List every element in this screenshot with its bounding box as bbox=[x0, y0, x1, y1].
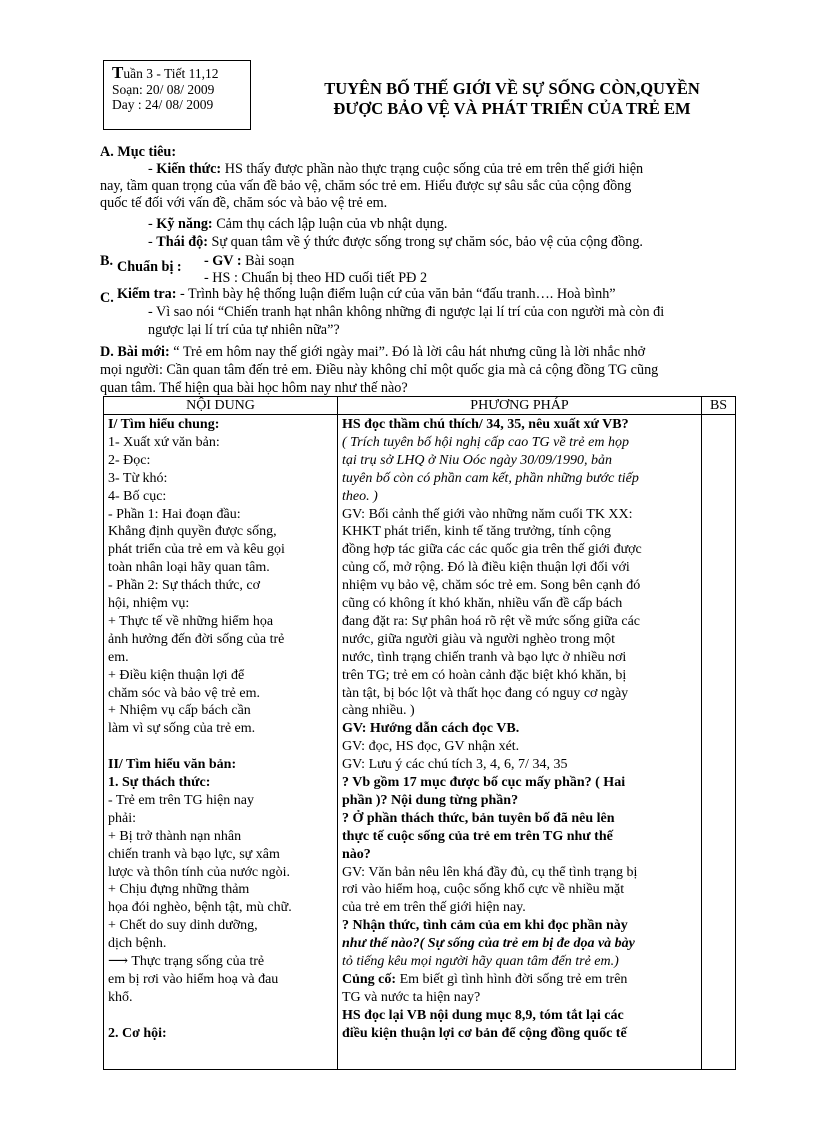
col2-line: phần )? Nội dung từng phần? bbox=[342, 792, 519, 808]
prep-gv-text: Bài soạn bbox=[241, 253, 295, 269]
col1-line: + Nhiệm vụ cấp bách cần bbox=[108, 703, 251, 719]
col1-line: phải: bbox=[108, 810, 136, 826]
col2-line: ? Ở phần thách thức, bản tuyên bố đã nêu lên bbox=[342, 810, 615, 826]
col2-line: tuyên bố còn có phần cam kết, phần những bước tiếp bbox=[342, 470, 639, 486]
col2-line: tỏ tiếng kêu mọi người hãy quan tâm đến trẻ em.) bbox=[342, 954, 619, 969]
table-header-row bbox=[104, 397, 736, 415]
check-line-3: ngược lại lí trí của tự nhiên nữa”? bbox=[148, 322, 340, 338]
col1-line: hội, nhiệm vụ: bbox=[108, 596, 190, 611]
col1-line: ⟶ Thực trạng sống của trẻ bbox=[108, 954, 265, 969]
col1-line: 1- Xuất xứ văn bản: bbox=[108, 434, 220, 450]
col2-line: GV: đọc, HS đọc, GV nhận xét. bbox=[342, 739, 520, 755]
newlesson-line-1 bbox=[100, 344, 645, 361]
col1-line: toàn nhân loại hãy quan tâm. bbox=[108, 560, 270, 576]
bs-column bbox=[702, 415, 735, 1069]
attitude-line: - Thái độ: Sự quan tâm về ý thức được sống trong sự chăm sóc, bảo vệ của cộng đồng. bbox=[148, 234, 643, 250]
col1-line: lược và thôn tính của nước ngòi. bbox=[108, 864, 290, 880]
skill-line: - Kỹ năng: Cảm thụ cách lập luận của vb nhật dụng. bbox=[148, 216, 448, 232]
col1-line: khổ. bbox=[108, 989, 133, 1005]
col2-line: củng cố, mở rộng. Đó là điều kiện thuận lợi đối với bbox=[342, 560, 630, 576]
attitude-text: Sự quan tâm về ý thức được sống trong sự chăm sóc, bảo vệ của cộng đồng. bbox=[207, 234, 643, 250]
col1-line: chiến tranh và bạo lực, sự xâm bbox=[108, 846, 280, 862]
col1-line: + Bị trở thành nạn nhân bbox=[108, 828, 242, 844]
col2-line: nước, giữa người giàu và người nghèo trong một bbox=[342, 631, 616, 647]
week-initial: T bbox=[112, 63, 124, 82]
col1-line: chăm sóc và bảo vệ trẻ em. bbox=[108, 685, 260, 701]
col1-line: ảnh hưởng đến đời sống của trẻ bbox=[108, 631, 285, 647]
col1-line: em. bbox=[108, 649, 129, 665]
col2-line: tàn tật, bị bóc lột và thất học đang có nguy cơ ngày bbox=[342, 685, 629, 701]
col1-line: 4- Bố cục: bbox=[108, 488, 167, 504]
knowledge-line-3: quốc tế đối với vấn đề, chăm sóc và bảo vệ trẻ em. bbox=[100, 195, 388, 211]
col1-line: Khẳng định quyền được sống, bbox=[108, 524, 277, 540]
col2-line: càng nhiều. ) bbox=[342, 703, 415, 719]
col2-line: ? Nhận thức, tình cảm của em khi đọc phần này bbox=[342, 918, 628, 934]
col1-line: + Chịu đựng những thảm bbox=[108, 882, 250, 898]
col2-line: đồng hợp tác giữa các các quốc gia trên thế giới được bbox=[342, 542, 642, 558]
teach-date: Day : 24/ 08/ 2009 bbox=[112, 97, 214, 112]
col1-line: - Phần 1: Hai đoạn đầu: bbox=[108, 506, 241, 522]
section-d-heading: D. Bài mới: bbox=[100, 344, 170, 360]
header-bs: BS bbox=[702, 397, 736, 415]
check-line-1 bbox=[117, 286, 616, 303]
col2-line: nước, tình trạng chiến tranh và bạo lực ở nhiều nơi bbox=[342, 649, 627, 665]
col1-line: - Phần 2: Sự thách thức, cơ bbox=[108, 578, 261, 594]
newlesson-text-1: “ Trẻ em hôm nay thế giới ngày mai”. Đó là lời câu hát nhưng cũng là lời nhắc nhở bbox=[169, 344, 646, 360]
check-line-2: - Vì sao nói “Chiến tranh hạt nhân không những đi ngược lại lí trí của con người mà còn đi bbox=[148, 304, 665, 320]
section-c-heading: Kiểm tra: bbox=[117, 286, 177, 302]
lesson-info-box bbox=[103, 60, 251, 130]
title-line-2: ĐƯỢC BẢO VỆ VÀ PHÁT TRIỂN CỦA TRẺ EM bbox=[333, 99, 691, 118]
col1-line: - Trẻ em trên TG hiện nay bbox=[108, 792, 254, 808]
compose-date: Soạn: 20/ 08/ 2009 bbox=[112, 81, 215, 97]
attitude-label: Thái độ: bbox=[156, 234, 208, 250]
content-column bbox=[104, 415, 337, 1069]
prep-hs: - HS : Chuẩn bị theo HD cuối tiết PĐ 2 bbox=[204, 270, 428, 286]
col2-line: Củng cố: Em biết gì tình hình đời sống trẻ em trên bbox=[342, 971, 628, 987]
col2-line: GV: Bối cảnh thế giới vào những năm cuối TK XX: bbox=[342, 506, 633, 522]
prep-gv bbox=[204, 253, 294, 270]
knowledge-label: Kiến thức: bbox=[156, 161, 222, 177]
col1-line: 1. Sự thách thức: bbox=[108, 775, 211, 790]
col2-line: GV: Hướng dẫn cách đọc VB. bbox=[342, 721, 520, 737]
week-lesson: uần 3 - Tiết 11,12 bbox=[123, 66, 219, 81]
col2-line: của trẻ em trên thế giới hiện nay. bbox=[342, 900, 526, 916]
knowledge-text-1: HS thấy được phần nào thực trạng cuộc sống của trẻ em trên thế giới hiện bbox=[221, 161, 644, 177]
col2-line: TG và nước ta hiện nay? bbox=[342, 989, 481, 1005]
col2-line: nhiệm vụ bảo vệ, chăm sóc trẻ em. Song bên cạnh đó bbox=[342, 578, 641, 594]
prep-gv-label: - GV : bbox=[204, 253, 242, 269]
col2-line: ? Vb gồm 17 mục được bố cục mấy phần? ( Hai bbox=[342, 775, 626, 790]
col1-line: 3- Từ khó: bbox=[108, 470, 168, 486]
col1-line: phát triển của trẻ em và kêu gọi bbox=[108, 542, 285, 558]
col1-line: làm vì sự sống của trẻ em. bbox=[108, 721, 256, 737]
section-a-heading: A. Mục tiêu: bbox=[100, 144, 177, 160]
table-body-row bbox=[104, 415, 736, 1070]
col1-line: I/ Tìm hiểu chung: bbox=[108, 417, 220, 432]
col2-line: tại trụ sở LHQ ở Niu Oóc ngày 30/09/1990, bản bbox=[342, 452, 613, 468]
col1-line: + Chết do suy dinh dưỡng, bbox=[108, 918, 258, 934]
col1-line: + Điều kiện thuận lợi để bbox=[108, 667, 245, 683]
col1-line: + Thực tế về những hiểm họa bbox=[108, 613, 274, 629]
method-column bbox=[338, 415, 701, 1069]
col2-line: thực tế cuộc sống của trẻ em trên TG như thế bbox=[342, 828, 613, 844]
lesson-table bbox=[103, 396, 736, 1070]
col2-line: theo. ) bbox=[342, 488, 378, 504]
col1-line: 2. Cơ hội: bbox=[108, 1025, 167, 1041]
check-text-1: - Trình bày hệ thống luận điểm luận cứ của văn bản “đấu tranh…. Hoà bình” bbox=[176, 286, 616, 302]
col2-line: HS đọc lại VB nội dung mục 8,9, tóm tắt lại các bbox=[342, 1007, 624, 1023]
col2-line: nào? bbox=[342, 846, 371, 862]
col1-line: em bị rơi vào hiểm hoạ và đau bbox=[108, 971, 279, 987]
knowledge-line-1: - Kiến thức: HS thấy được phần nào thực trạng cuộc sống của trẻ em trên thế giới hiện bbox=[148, 161, 644, 177]
section-b-letter: B. bbox=[100, 253, 114, 269]
header-method: PHƯƠNG PHÁP bbox=[338, 397, 702, 415]
col1-line: 2- Đọc: bbox=[108, 452, 151, 468]
col2-line: đang đặt ra: Sự phân hoá rõ rệt về mức sống giữa các bbox=[342, 613, 640, 629]
col2-line: HS đọc thầm chú thích/ 34, 35, nêu xuất xứ VB? bbox=[342, 417, 629, 432]
col2-line: GV: Văn bản nêu lên khá đầy đủ, cụ thể tình trạng bị bbox=[342, 864, 638, 880]
newlesson-line-2: mọi người: Cần quan tâm đến trẻ em. Điều này không chỉ một quốc gia mà cả cộng đồng TG cũng bbox=[100, 362, 659, 378]
skill-label: Kỹ năng: bbox=[156, 216, 213, 232]
page-title bbox=[262, 79, 762, 119]
section-b-heading: Chuẩn bị : bbox=[117, 259, 182, 275]
col2-line: trên TG; trẻ em có hoàn cảnh đặc biệt khó khăn, bị bbox=[342, 667, 627, 683]
header-content: NỘI DUNG bbox=[104, 397, 338, 415]
section-c-letter: C. bbox=[100, 290, 114, 306]
col1-line: II/ Tìm hiểu văn bản: bbox=[108, 757, 237, 773]
col1-line: dịch bệnh. bbox=[108, 936, 167, 952]
col1-line: họa đói nghèo, bệnh tật, mù chữ. bbox=[108, 900, 292, 916]
col2-line: như thế nào?( Sự sống của trẻ em bị đe dọa và bày bbox=[342, 936, 635, 952]
skill-text: Cảm thụ cách lập luận của vb nhật dụng. bbox=[212, 216, 448, 232]
col2-line: điều kiện thuận lợi cơ bản để cộng đồng quốc tế bbox=[342, 1025, 627, 1041]
col2-line: cũng có không ít khó khăn, nhiều vấn đề cấp bách bbox=[342, 596, 623, 611]
col2-line: KHKT phát triển, kinh tế tăng trưởng, tính cộng bbox=[342, 524, 612, 540]
col2-line: GV: Lưu ý các chú tích 3, 4, 6, 7/ 34, 35 bbox=[342, 757, 568, 773]
newlesson-line-3: quan tâm. Thể hiện qua bài học hôm nay như thế nào? bbox=[100, 380, 408, 396]
knowledge-line-2: nay, tầm quan trọng của vấn đề bảo vệ, chăm sóc trẻ em. Hiểu được sự sâu sắc của cộng đồng bbox=[100, 178, 632, 194]
col2-line: rơi vào hiểm hoạ, cuộc sống khổ cực về nhiều mặt bbox=[342, 882, 625, 898]
col2-line: ( Trích tuyên bố hội nghị cấp cao TG về trẻ em họp bbox=[342, 434, 629, 450]
title-line-1: TUYÊN BỐ THẾ GIỚI VỀ SỰ SỐNG CÒN,QUYỀN bbox=[324, 79, 700, 98]
